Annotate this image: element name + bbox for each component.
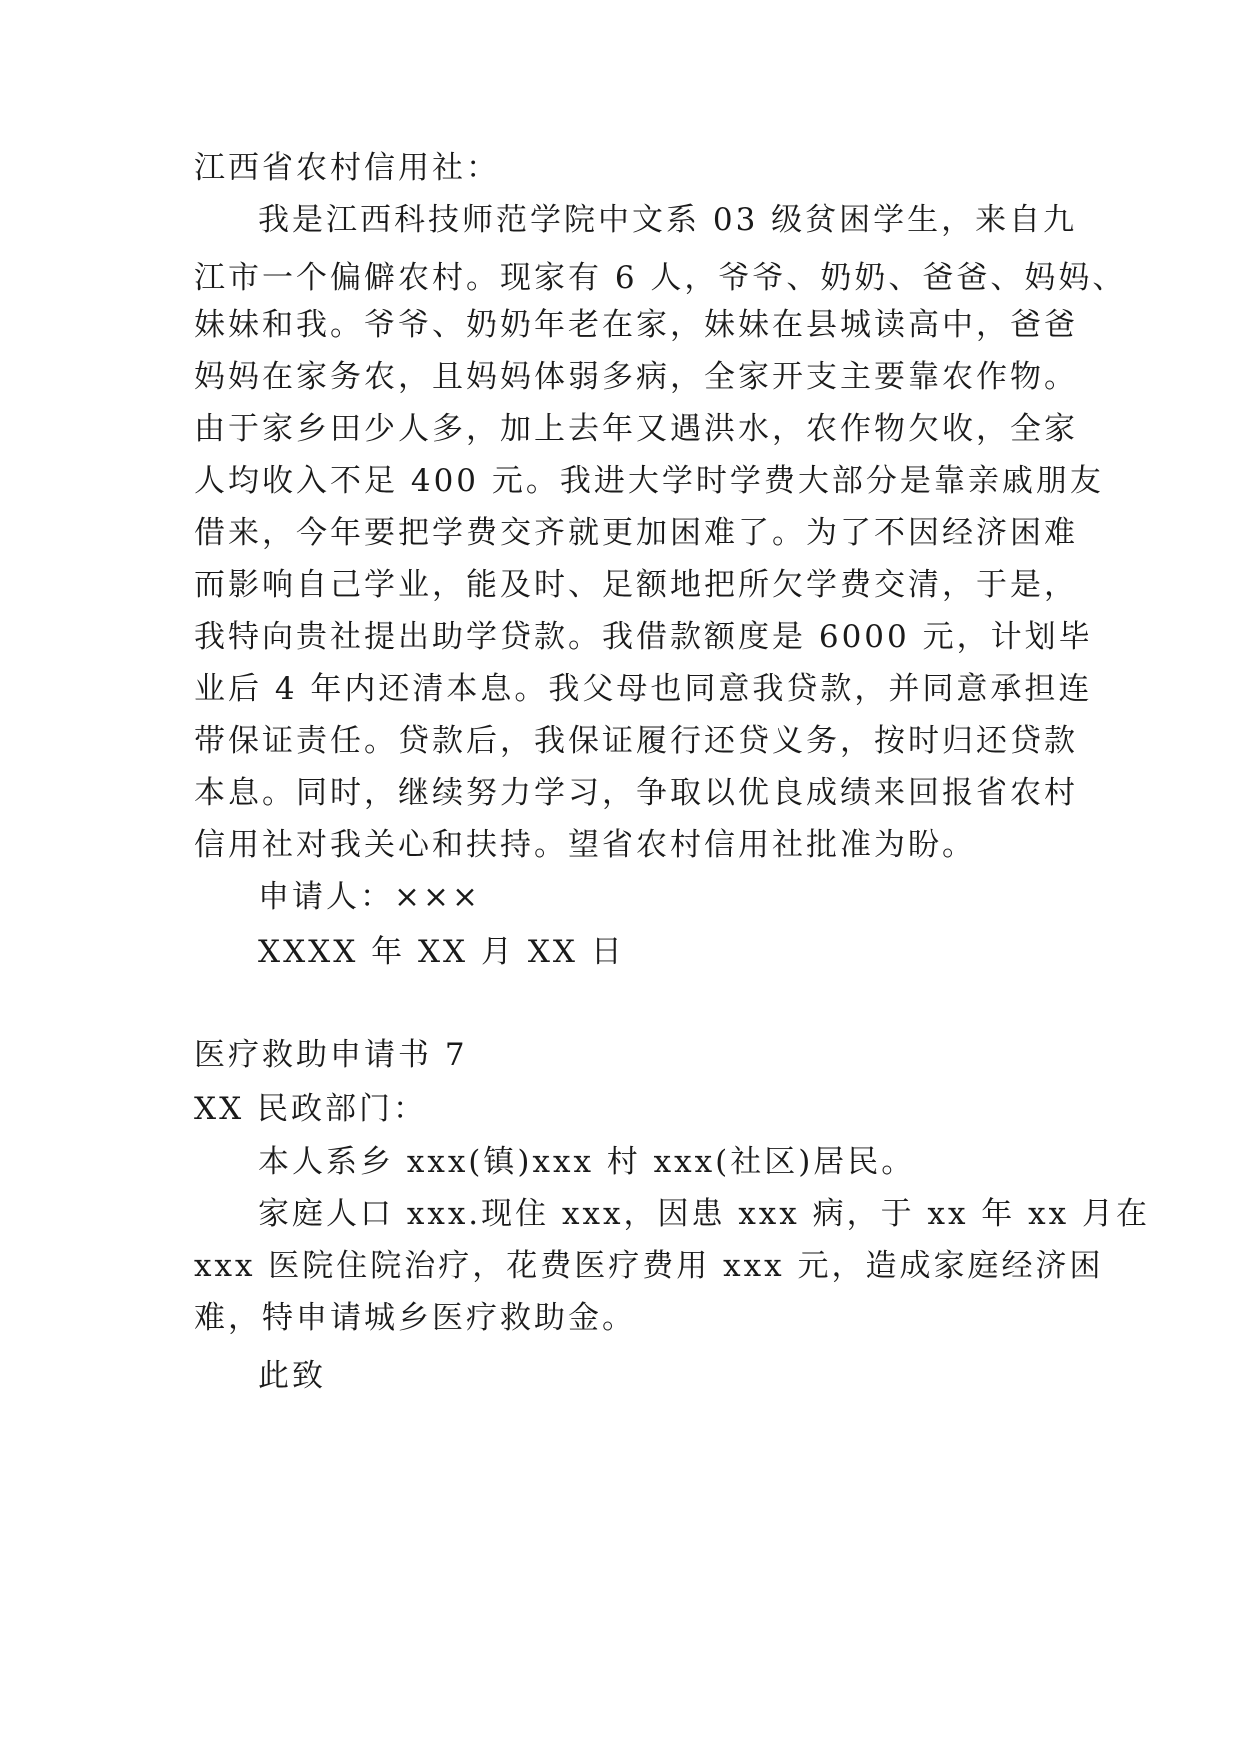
letter1-body-line: 我特向贵社提出助学贷款。我借款额度是 6000 元，计划毕 (194, 619, 1093, 655)
letter1-body-line: 我是江西科技师范学院中文系 03 级贫困学生，来自九 (258, 202, 1078, 238)
letter1-body-line: 借来，今年要把学费交齐就更加困难了。为了不因经济困难 (194, 515, 1078, 551)
letter1-body-line: 妹妹和我。爷爷、奶奶年老在家，妹妹在县城读高中，爸爸 (194, 307, 1078, 343)
letter1-body-line: 带保证责任。贷款后，我保证履行还贷义务，按时归还贷款 (194, 723, 1078, 759)
letter1-body-line: 妈妈在家务农，且妈妈体弱多病，全家开支主要靠农作物。 (194, 359, 1078, 395)
letter1-body-line: 本息。同时，继续努力学习，争取以优良成绩来回报省农村 (194, 775, 1078, 811)
letter2-title: 医疗救助申请书 7 (194, 1037, 468, 1073)
letter1-applicant: 申请人：××× (258, 879, 481, 915)
letter1-date: XXXX 年 XX 月 XX 日 (258, 934, 625, 970)
letter1-body-line: 由于家乡田少人多，加上去年又遇洪水，农作物欠收，全家 (194, 411, 1078, 447)
letter2-body-line: xxx 医院住院治疗，花费医疗费用 xxx 元，造成家庭经济困 (194, 1248, 1104, 1284)
letter1-salutation: 江西省农村信用社： (194, 150, 500, 186)
letter2-body-line: 家庭人口 xxx.现住 xxx，因患 xxx 病，于 xx 年 xx 月在 (258, 1196, 1150, 1232)
letter1-body-line: 人均收入不足 400 元。我进大学时学费大部分是靠亲戚朋友 (194, 463, 1104, 499)
letter1-body-line: 业后 4 年内还清本息。我父母也同意我贷款，并同意承担连 (194, 671, 1093, 707)
letter2-salutation: XX 民政部门： (194, 1091, 427, 1127)
letter1-body-line: 江市一个偏僻农村。现家有 6 人，爷爷、奶奶、爸爸、妈妈、 (194, 260, 1127, 296)
letter1-body-line: 信用社对我关心和扶持。望省农村信用社批准为盼。 (194, 827, 976, 863)
letter2-closing: 此致 (258, 1358, 326, 1394)
letter2-body-line: 难，特申请城乡医疗救助金。 (194, 1300, 636, 1336)
letter1-body-line: 而影响自己学业，能及时、足额地把所欠学费交清，于是， (194, 567, 1078, 603)
letter2-paragraph-1: 本人系乡 xxx(镇)xxx 村 xxx(社区)居民。 (258, 1144, 916, 1180)
